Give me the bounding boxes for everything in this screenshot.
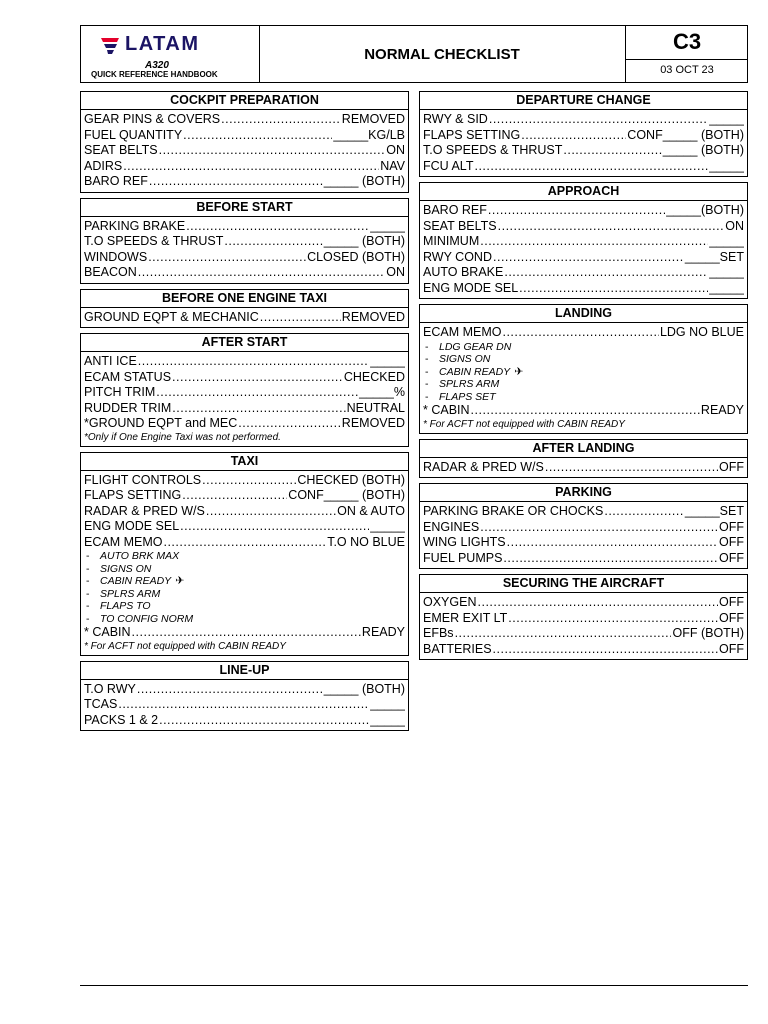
item-label: WING LIGHTS — [423, 535, 506, 549]
item-label: AUTO BRAKE — [423, 265, 504, 279]
item-label: * CABIN — [423, 403, 470, 417]
memo-dash: - — [425, 353, 429, 365]
brand-name: LATAM — [125, 33, 200, 55]
item-label: PITCH TRIM — [84, 385, 156, 399]
item-label: FLAPS SETTING — [423, 127, 521, 142]
section-landing — [419, 304, 748, 434]
leader-dots — [493, 250, 684, 266]
item-label: RADAR & PRED W/S — [84, 503, 205, 518]
leader-dots — [488, 203, 665, 219]
checklist-row — [423, 535, 744, 551]
item-value: CHECKED — [343, 369, 405, 384]
checklist-row — [84, 143, 405, 159]
checklist-row — [423, 504, 744, 520]
checklist-row — [423, 325, 744, 341]
section-items — [81, 352, 408, 446]
item-value: ON — [725, 218, 744, 233]
leader-dots — [238, 416, 341, 432]
memo-dash: - — [86, 612, 90, 625]
item-label: WINDOWS — [84, 249, 148, 264]
checklist-row — [423, 128, 744, 144]
memo-item — [423, 366, 744, 379]
memo-item — [84, 588, 405, 601]
section-before-one-engine-taxi — [80, 289, 409, 329]
item-value: REMOVED — [341, 416, 405, 430]
memo-dash: - — [425, 378, 429, 390]
item-value: ON & AUTO — [337, 503, 405, 518]
section-taxi — [80, 452, 409, 656]
item-value: OFF — [719, 641, 744, 656]
checklist-row — [84, 234, 405, 250]
page-header — [80, 25, 748, 83]
item-label: ECAM MEMO — [84, 534, 163, 549]
item-label: OXYGEN — [423, 595, 477, 609]
checklist-row — [84, 174, 405, 190]
item-label: PARKING BRAKE OR CHOCKS — [423, 504, 604, 518]
item-value: LDG NO BLUE — [659, 325, 744, 339]
section-items — [81, 308, 408, 328]
item-label: ADIRS — [84, 158, 123, 173]
cabin-ready-icon: ✈ — [175, 575, 185, 587]
checklist-row — [84, 265, 405, 281]
item-value: READY — [361, 625, 405, 639]
checklist-row — [84, 416, 405, 432]
item-value: _____ — [370, 697, 405, 711]
item-label: T.O RWY — [84, 681, 136, 696]
memo-item — [423, 391, 744, 404]
checklist-row — [423, 611, 744, 627]
section-items — [81, 680, 408, 731]
item-label: T.O SPEEDS & THRUST — [84, 234, 224, 248]
section-items — [420, 593, 747, 659]
checklist-row — [84, 159, 405, 175]
memo-dash: - — [86, 562, 90, 575]
leader-dots — [489, 112, 708, 128]
checklist-row — [423, 250, 744, 266]
latam-logo-icon — [99, 34, 123, 58]
memo-text: CABIN READY — [100, 575, 172, 587]
memo-text: SPLRS ARM — [100, 587, 161, 600]
item-label: GEAR PINS & COVERS — [84, 112, 221, 126]
memo-item — [84, 600, 405, 613]
item-value: CONF_____ (BOTH) — [627, 127, 744, 142]
item-value: OFF — [719, 459, 744, 474]
item-value: ON — [386, 265, 405, 279]
memo-text: SIGNS ON — [100, 562, 152, 575]
leader-dots — [172, 370, 343, 386]
item-value: _____ — [709, 265, 744, 279]
section-items — [420, 110, 747, 176]
section-after-start — [80, 333, 409, 447]
memo-text: LDG GEAR DN — [439, 340, 512, 353]
item-label: T.O SPEEDS & THRUST — [423, 143, 563, 157]
leader-dots — [493, 642, 718, 658]
leader-dots — [604, 504, 684, 520]
section-title: PARKING — [420, 484, 747, 502]
leader-dots — [519, 281, 708, 297]
leader-dots — [260, 310, 341, 326]
memo-text: TO CONFIG NORM — [100, 612, 194, 625]
leader-dots — [502, 325, 658, 341]
section-items — [420, 201, 747, 298]
item-value: _____KG/LB — [333, 127, 405, 142]
section-line-up — [80, 661, 409, 732]
item-label: ECAM MEMO — [423, 325, 502, 339]
item-value: NEUTRAL — [346, 400, 405, 415]
item-value: READY — [700, 403, 744, 417]
aircraft-model: A320 — [145, 60, 169, 71]
item-label: PARKING BRAKE — [84, 218, 186, 233]
leader-dots — [480, 234, 708, 250]
item-value: _____ — [370, 519, 405, 533]
memo-text: SPLRS ARM — [439, 378, 500, 390]
leader-dots — [508, 611, 718, 627]
section-title: BEFORE ONE ENGINE TAXI — [81, 290, 408, 308]
leader-dots — [159, 713, 369, 729]
checklist-row — [423, 403, 744, 419]
leader-dots — [504, 265, 708, 281]
page-title: NORMAL CHECKLIST — [364, 45, 520, 63]
leader-dots — [507, 535, 718, 551]
item-value: OFF — [719, 550, 744, 565]
leader-dots — [478, 595, 719, 611]
item-value: _____(BOTH) — [666, 203, 744, 217]
item-label: MINIMUM — [423, 234, 480, 248]
item-value: _____ — [370, 218, 405, 233]
item-value: CHECKED (BOTH) — [297, 472, 405, 487]
leader-dots — [224, 234, 322, 250]
checklist-row — [84, 535, 405, 551]
memo-item — [423, 378, 744, 391]
checklist-row — [84, 697, 405, 713]
item-value: CONF_____ (BOTH) — [288, 488, 405, 502]
leader-dots — [180, 519, 369, 535]
leader-dots — [455, 626, 672, 642]
leader-dots — [474, 159, 708, 175]
item-label: ENG MODE SEL — [84, 519, 180, 533]
memo-dash: - — [86, 600, 90, 612]
item-value: OFF (BOTH) — [672, 626, 744, 640]
checklist-row — [84, 250, 405, 266]
item-label: FLIGHT CONTROLS — [84, 472, 202, 487]
checklist-row — [423, 219, 744, 235]
section-title: AFTER START — [81, 334, 408, 352]
leader-dots — [503, 551, 718, 567]
checklist-row — [84, 488, 405, 504]
item-value: T.O NO BLUE — [327, 534, 405, 549]
item-label: EMER EXIT LT — [423, 610, 508, 625]
memo-dash: - — [425, 390, 429, 403]
leader-dots — [137, 682, 323, 698]
section-title: LANDING — [420, 305, 747, 323]
item-label: BARO REF — [84, 174, 148, 188]
item-label: RWY & SID — [423, 112, 488, 126]
checklist-row — [84, 128, 405, 144]
item-value: CLOSED (BOTH) — [307, 249, 405, 264]
checklist-row — [84, 401, 405, 417]
leader-dots — [471, 403, 700, 419]
memo-dash: - — [425, 340, 429, 353]
memo-dash: - — [86, 550, 90, 562]
memo-item — [84, 563, 405, 576]
checklist-row — [84, 310, 405, 326]
leader-dots — [138, 354, 369, 370]
item-label: FUEL PUMPS — [423, 550, 503, 565]
leader-dots — [182, 488, 287, 504]
item-value: REMOVED — [341, 309, 405, 324]
section-items — [81, 217, 408, 283]
item-value: _____ — [709, 280, 744, 295]
item-value: OFF — [719, 519, 744, 534]
memo-text: FLAPS TO — [100, 600, 151, 612]
leader-dots — [148, 250, 306, 266]
section-title: APPROACH — [420, 183, 747, 201]
item-label: ANTI ICE — [84, 354, 137, 368]
item-label: RUDDER TRIM — [84, 400, 172, 415]
item-value: OFF — [719, 595, 744, 609]
leader-dots — [159, 143, 386, 159]
checklist-row — [423, 595, 744, 611]
section-title: BEFORE START — [81, 199, 408, 217]
section-title: AFTER LANDING — [420, 440, 747, 458]
leader-dots — [163, 535, 326, 551]
memo-dash: - — [86, 575, 90, 587]
item-label: EFBs — [423, 626, 454, 640]
item-value: _____ — [709, 112, 744, 126]
item-label: BEACON — [84, 265, 137, 279]
section-title: DEPARTURE CHANGE — [420, 92, 747, 110]
section-items — [420, 458, 747, 478]
logo-block — [81, 26, 260, 82]
item-label: BATTERIES — [423, 641, 492, 656]
item-label: ENGINES — [423, 519, 480, 534]
item-label: FUEL QUANTITY — [84, 127, 183, 142]
memo-text: FLAPS SET — [439, 390, 496, 403]
checklist-row — [423, 520, 744, 536]
checklist-row — [84, 385, 405, 401]
checklist-row — [423, 143, 744, 159]
item-label: RADAR & PRED W/S — [423, 459, 544, 474]
leader-dots — [563, 143, 661, 159]
item-value: OFF — [719, 610, 744, 625]
item-value: ON — [386, 143, 405, 157]
footer-rule — [80, 985, 748, 986]
checklist-row — [423, 265, 744, 281]
item-label: SEAT BELTS — [423, 218, 497, 233]
memo-item — [84, 613, 405, 626]
leader-dots — [521, 128, 626, 144]
cabin-ready-icon: ✈ — [514, 365, 524, 378]
leader-dots — [202, 473, 296, 489]
section-note: * For ACFT not equipped with CABIN READY — [84, 640, 286, 652]
item-value: NAV — [380, 158, 405, 173]
leader-dots — [480, 520, 718, 536]
section-before-start — [80, 198, 409, 284]
item-label: RWY COND — [423, 249, 492, 264]
section-title: TAXI — [81, 453, 408, 471]
left-column — [80, 91, 409, 736]
leader-dots — [118, 697, 369, 713]
checklist-row — [84, 473, 405, 489]
section-securing-the-aircraft — [419, 574, 748, 660]
section-items — [81, 471, 408, 655]
item-value: _____ (BOTH) — [662, 143, 744, 157]
leader-dots — [123, 159, 379, 175]
memo-item — [84, 550, 405, 563]
item-label: TCAS — [84, 697, 118, 711]
leader-dots — [149, 174, 323, 190]
section-title: LINE-UP — [81, 662, 408, 680]
section-title: COCKPIT PREPARATION — [81, 92, 408, 110]
section-after-landing — [419, 439, 748, 479]
item-value: _____ — [370, 354, 405, 368]
checklist-row — [423, 642, 744, 658]
item-label: ECAM STATUS — [84, 369, 172, 384]
checklist-row — [84, 370, 405, 386]
item-value: _____ — [370, 712, 405, 727]
item-value: _____ — [709, 234, 744, 248]
memo-item — [84, 575, 405, 588]
item-value: _____ — [709, 158, 744, 173]
checklist-row — [423, 112, 744, 128]
checklist-row — [84, 519, 405, 535]
revision-date: 03 OCT 23 — [660, 64, 714, 76]
item-value: _____% — [359, 385, 405, 399]
leader-dots — [206, 504, 336, 520]
item-label: GROUND EQPT & MECHANIC — [84, 309, 259, 324]
leader-dots — [545, 460, 718, 476]
section-parking — [419, 483, 748, 569]
checklist-row — [84, 625, 405, 641]
checklist-row — [84, 354, 405, 370]
item-label: BARO REF — [423, 203, 487, 217]
checklist-row — [84, 713, 405, 729]
code-block — [625, 26, 748, 82]
item-label: FCU ALT — [423, 158, 474, 173]
section-title: SECURING THE AIRCRAFT — [420, 575, 747, 593]
leader-dots — [221, 112, 341, 128]
checklist-row — [84, 219, 405, 235]
checklist-row — [84, 682, 405, 698]
item-label: ENG MODE SEL — [423, 280, 519, 295]
item-value: OFF — [719, 535, 744, 549]
memo-dash: - — [425, 365, 429, 378]
leader-dots — [172, 401, 345, 417]
item-value: _____SET — [684, 249, 744, 264]
checklist-row — [84, 504, 405, 520]
checklist-row — [84, 112, 405, 128]
item-value: _____ (BOTH) — [323, 234, 405, 248]
memo-item — [423, 341, 744, 354]
memo-item — [423, 353, 744, 366]
section-approach — [419, 182, 748, 299]
leader-dots — [183, 128, 332, 144]
section-departure-change — [419, 91, 748, 177]
item-label: * CABIN — [84, 625, 131, 639]
leader-dots — [132, 625, 361, 641]
handbook-name: QUICK REFERENCE HANDBOOK — [91, 70, 218, 79]
checklist-row — [423, 281, 744, 297]
leader-dots — [138, 265, 385, 281]
item-value: _____ (BOTH) — [323, 681, 405, 696]
checklist-row — [423, 234, 744, 250]
section-items — [420, 323, 747, 433]
item-label: FLAPS SETTING — [84, 488, 182, 502]
section-items — [81, 110, 408, 192]
item-label: PACKS 1 & 2 — [84, 712, 159, 727]
checklist-row — [423, 159, 744, 175]
item-value: _____ (BOTH) — [323, 174, 405, 188]
leader-dots — [186, 219, 369, 235]
section-items — [420, 502, 747, 568]
right-column — [419, 91, 748, 665]
section-note: *Only if One Engine Taxi was not performed. — [84, 431, 281, 443]
checklist-row — [423, 203, 744, 219]
checklist-row — [423, 626, 744, 642]
leader-dots — [156, 385, 358, 401]
item-value: _____SET — [684, 504, 744, 518]
page-code: C3 — [626, 29, 748, 60]
leader-dots — [498, 219, 725, 235]
memo-text: AUTO BRK MAX — [100, 550, 180, 562]
item-value: REMOVED — [341, 112, 405, 126]
memo-dash: - — [86, 587, 90, 600]
item-label: *GROUND EQPT and MEC — [84, 416, 238, 430]
memo-text: SIGNS ON — [439, 353, 491, 365]
item-label: SEAT BELTS — [84, 143, 158, 157]
checklist-row — [423, 551, 744, 567]
checklist-row — [423, 460, 744, 476]
memo-text: CABIN READY — [439, 365, 511, 378]
section-note: * For ACFT not equipped with CABIN READY — [423, 418, 625, 430]
section-cockpit-preparation — [80, 91, 409, 193]
